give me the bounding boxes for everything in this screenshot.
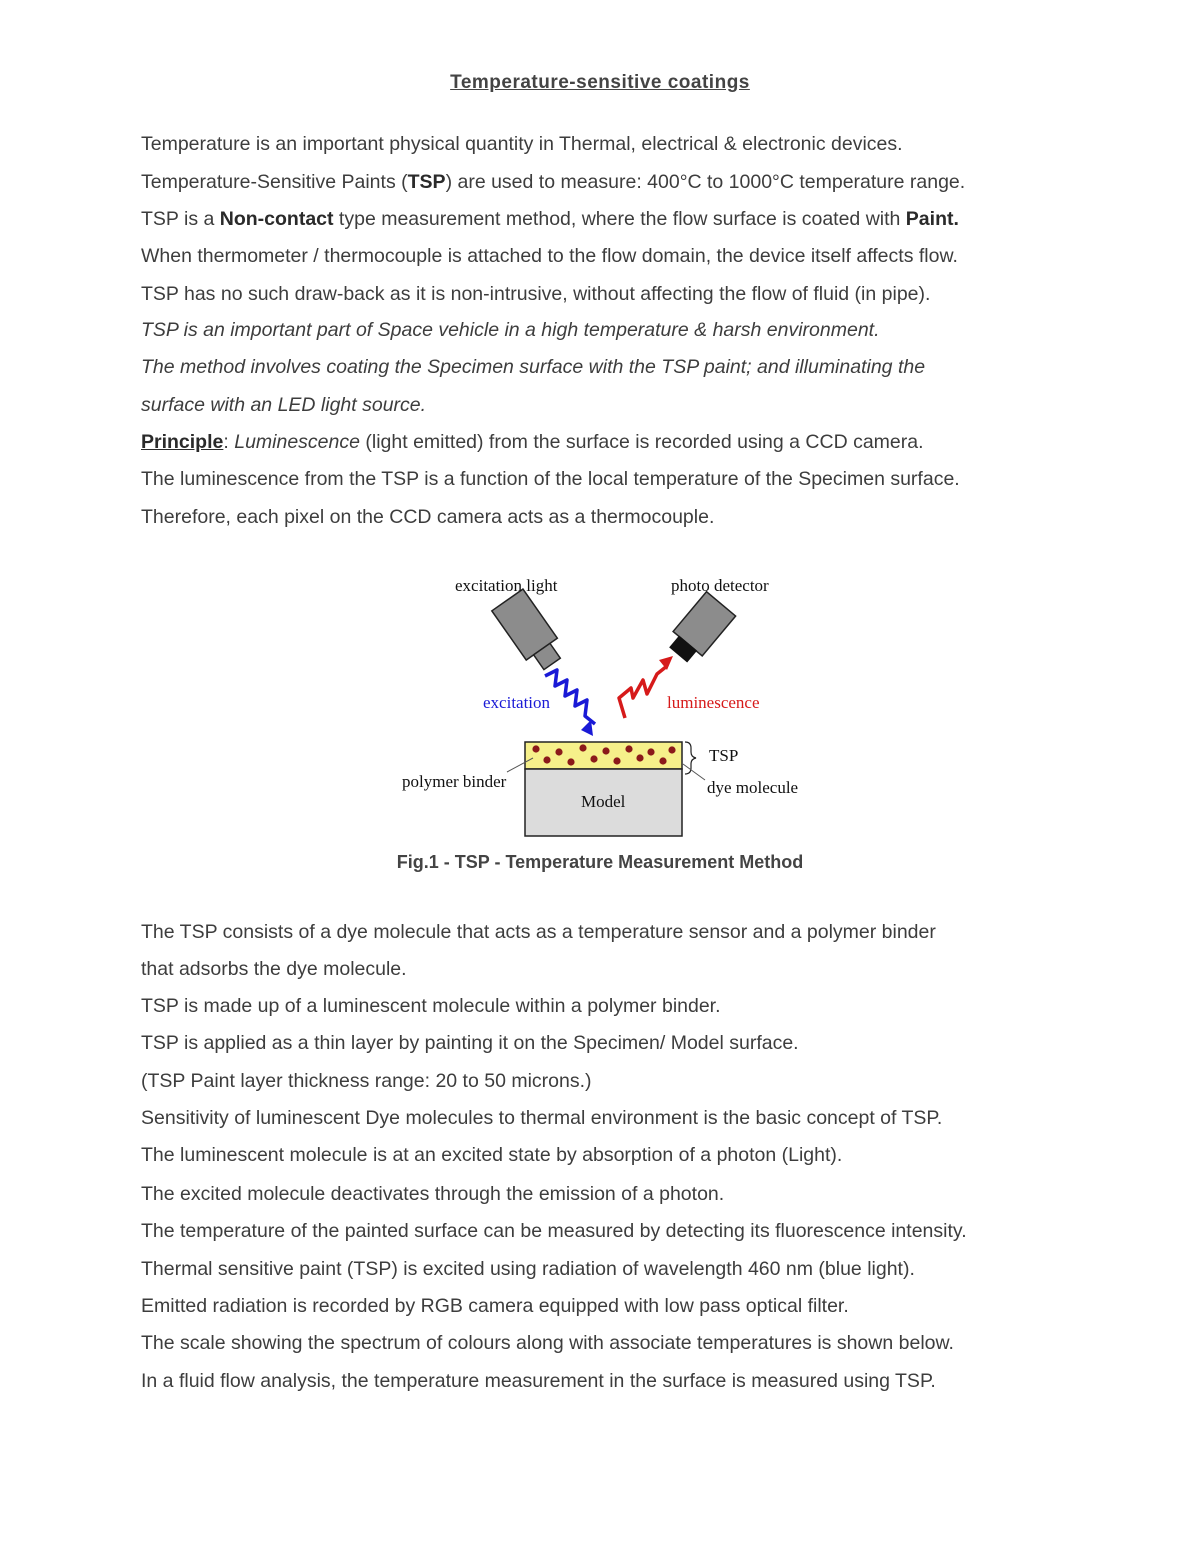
text-segment: : xyxy=(223,431,235,453)
intro-line-10: The luminescence from the TSP is a function of the local temperature of the Specimen surface. xyxy=(141,468,960,490)
principle-line xyxy=(141,430,924,454)
body-line-5: (TSP Paint layer thickness range: 20 to 50 microns.) xyxy=(141,1070,592,1092)
intro-line-8: surface with an LED light source. xyxy=(141,394,427,416)
photo-detector-label: photo detector xyxy=(671,576,769,595)
intro-line-2 xyxy=(141,170,965,194)
figure-caption: Fig.1 - TSP - Temperature Measurement Method xyxy=(396,852,804,872)
intro-line-3 xyxy=(141,207,959,231)
body-line-9: The temperature of the painted surface can be measured by detecting its fluorescence intensity. xyxy=(141,1220,967,1242)
body-line-8: The excited molecule deactivates through the emission of a photon. xyxy=(141,1183,725,1205)
excitation-light-label: excitation light xyxy=(455,576,558,595)
dye-dot xyxy=(613,757,620,764)
principle-label: Principle xyxy=(141,431,224,453)
paint-bold: Paint. xyxy=(905,208,959,230)
body-line-11: Emitted radiation is recorded by RGB camera equipped with low pass optical filter. xyxy=(141,1295,849,1317)
dye-dot xyxy=(668,746,675,753)
body-line-12: The scale showing the spectrum of colours along with associate temperatures is shown below. xyxy=(141,1332,954,1354)
photo-detector-icon xyxy=(664,592,736,667)
dye-dot xyxy=(567,758,574,765)
dye-dot xyxy=(579,744,586,751)
body-line-4: TSP is applied as a thin layer by painting it on the Specimen/ Model surface. xyxy=(141,1032,799,1054)
intro-line-6: TSP is an important part of Space vehicle in a high temperature & harsh environment. xyxy=(141,319,880,341)
text-segment: type measurement method, where the flow surface is coated with xyxy=(333,208,906,230)
intro-line-11: Therefore, each pixel on the CCD camera acts as a thermocouple. xyxy=(141,506,715,528)
body-line-6: Sensitivity of luminescent Dye molecules to thermal environment is the basic concept of TSP. xyxy=(141,1107,943,1129)
polymer-binder-label: polymer binder xyxy=(402,772,507,791)
excitation-wave-icon xyxy=(545,670,595,736)
dye-dot xyxy=(555,748,562,755)
non-contact-bold: Non-contact xyxy=(219,208,334,230)
text-segment: (light emitted) from the surface is recorded using a CCD camera. xyxy=(359,431,924,453)
dye-dot xyxy=(590,755,597,762)
intro-line-5: TSP has no such draw-back as it is non-intrusive, without affecting the flow of fluid (in pipe). xyxy=(141,283,931,305)
text-segment: ) are used to measure: 400°C to 1000°C temperature range. xyxy=(445,171,966,193)
tsp-diagram xyxy=(395,568,815,843)
intro-line-4: When thermometer / thermocouple is attached to the flow domain, the device itself affects flow. xyxy=(141,245,958,267)
model-label: Model xyxy=(581,792,626,811)
page-title: Temperature-sensitive coatings xyxy=(450,72,750,93)
intro-line-1: Temperature is an important physical quantity in Thermal, electrical & electronic devices. xyxy=(141,133,903,155)
dye-dot xyxy=(532,745,539,752)
body-line-2: that adsorbs the dye molecule. xyxy=(141,958,407,980)
excitation-label: excitation xyxy=(483,693,551,712)
text-segment: Temperature-Sensitive Paints ( xyxy=(141,171,408,193)
dye-molecule-pointer xyxy=(683,764,705,780)
body-line-3: TSP is made up of a luminescent molecule within a polymer binder. xyxy=(141,995,721,1017)
dye-dot xyxy=(636,754,643,761)
body-line-13: In a fluid flow analysis, the temperature measurement in the surface is measured using TSP. xyxy=(141,1370,936,1392)
dye-dot xyxy=(647,748,654,755)
dye-dot xyxy=(625,745,632,752)
body-line-10: Thermal sensitive paint (TSP) is excited using radiation of wavelength 460 nm (blue light). xyxy=(141,1258,915,1280)
tsp-layer xyxy=(525,742,682,769)
body-line-1: The TSP consists of a dye molecule that acts as a temperature sensor and a polymer binder xyxy=(141,921,936,943)
body-line-7: The luminescent molecule is at an excited state by absorption of a photon (Light). xyxy=(141,1144,843,1166)
luminescence-italic: Luminescence xyxy=(234,431,360,453)
dye-dot xyxy=(543,756,550,763)
luminescence-label: luminescence xyxy=(667,693,760,712)
excitation-light-icon xyxy=(492,589,568,675)
dye-molecule-label: dye molecule xyxy=(707,778,799,797)
dye-dot xyxy=(659,757,666,764)
text-segment: TSP is a xyxy=(141,208,220,230)
luminescence-wave-icon xyxy=(619,656,673,718)
tsp-label: TSP xyxy=(709,746,739,765)
intro-line-7: The method involves coating the Specimen surface with the TSP paint; and illuminating the xyxy=(141,356,926,378)
tsp-bold: TSP xyxy=(407,171,446,193)
dye-dot xyxy=(602,747,609,754)
